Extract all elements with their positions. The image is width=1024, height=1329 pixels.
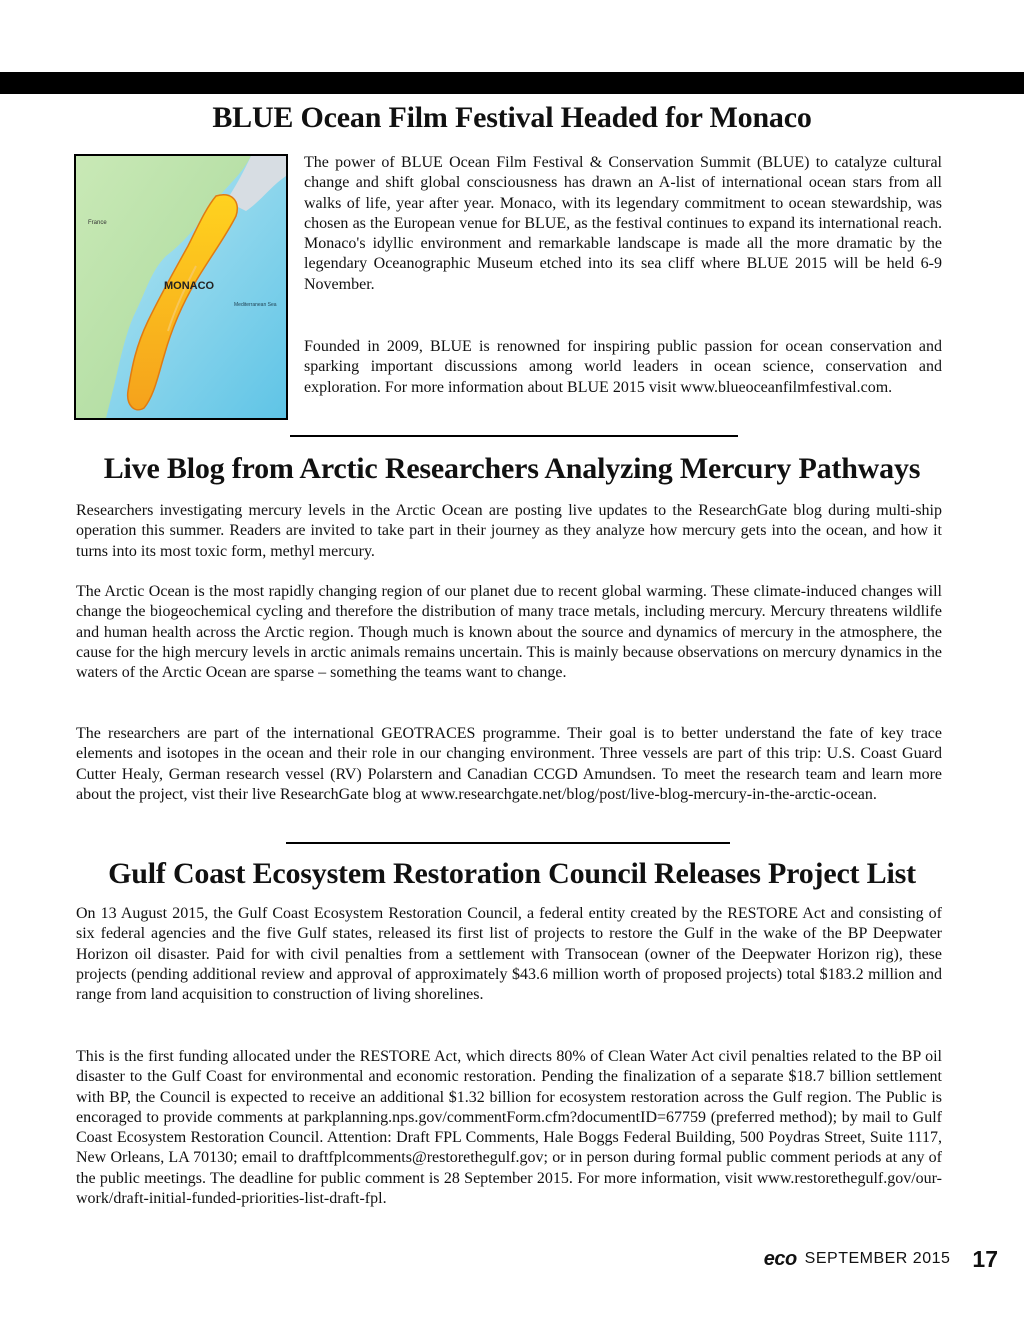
map-label-france: France bbox=[88, 220, 107, 226]
article-paragraph: The power of BLUE Ocean Film Festival & Conservation Summit (BLUE) to catalyze cultural change and shift global consciousness has drawn an A-list of international ocean stars from all walks of life, year after year. Monaco, with its legendary commitment to ocean stewardship, was chosen as the European venue for BLUE, as the festival continues to expand its international reach. Monaco's idyllic environment and remarkable landscape is made all the more dramatic by the legendary Oceanographic Museum etched into its sea cliff where BLUE 2015 will be held 6-9 November. bbox=[304, 154, 942, 293]
monaco-map-graphic bbox=[76, 156, 286, 418]
section-divider bbox=[290, 435, 738, 437]
article-title-blue: BLUE Ocean Film Festival Headed for Monaco bbox=[212, 101, 812, 134]
map-label-sea: Mediterranean Sea bbox=[234, 302, 277, 308]
article-paragraph: The researchers are part of the international GEOTRACES programme. Their goal is to better understand the fate of key trace elements and isotopes in the ocean and their role in our changing environment. Three vessels are part of this trip: U.S. Coast Guard Cutter Healy, German research vessel (RV) Polarstern and Canadian CCGD Amundsen. To meet the research team and learn more about the project, vist their live ResearchGate blog at www.researchgate.net/blog/post/live-blog-mercury-in-the-arctic-ocean. bbox=[76, 725, 942, 803]
header-bar bbox=[0, 72, 1024, 94]
article-paragraph: On 13 August 2015, the Gulf Coast Ecosystem Restoration Council, a federal entity created by the RESTORE Act and consisting of six federal agencies and the five Gulf states, released its first list of projects to restore the Gulf in the wake of the BP Deepwater Horizon oil disaster. Paid for with civil penalties from a settlement with Transocean (owner of the Deepwater Horizon rig), these projects (pending additional review and approval of approximately $43.6 million worth of proposed projects) total $183.2 million and range from land acquisition to construction of living shorelines. bbox=[76, 905, 942, 1004]
article-paragraph: Founded in 2009, BLUE is renowned for inspiring public passion for ocean conservation and sparking important discussions among world leaders in ocean science, conservation and exploration. For more information about BLUE 2015 visit www.blueoceanfilmfestival.com. bbox=[304, 338, 942, 396]
page-footer bbox=[764, 1244, 998, 1274]
section-divider bbox=[286, 842, 730, 844]
article-paragraph: This is the first funding allocated under the RESTORE Act, which directs 80% of Clean Water Act civil penalties related to the BP oil disaster to the Gulf Coast for environmental and economic restoration. Pending the finalization of a separate $18.7 billion settlement with BP, the Council is expected to receive an additional $1.32 billion for ecosystem restoration across the Gulf region. The Public is encoraged to provide comments at parkplanning.nps.gov/commentForm.cfm?documentID=67759 (preferred method); by mail to Gulf Coast Ecosystem Restoration Council. Attention: Draft FPL Comments, Hale Boggs Federal Building, 500 Poydras Street, Suite 1117, New Orleans, LA 70130; email to draftfplcomments@restorethegulf.gov; or in person during formal public comment periods at any of the public meetings. The deadline for public comment is 28 September 2015. For more information, visit www.restorethegulf.gov/our-work/draft-initial-funded-priorities-list-draft-fpl. bbox=[76, 1048, 942, 1208]
magazine-logo: eco bbox=[763, 1247, 797, 1270]
article-title-gulf: Gulf Coast Ecosystem Restoration Council Releases Project List bbox=[108, 857, 916, 890]
issue-date: SEPTEMBER 2015 bbox=[804, 1250, 951, 1267]
article-title-arctic: Live Blog from Arctic Researchers Analyzing Mercury Pathways bbox=[103, 452, 921, 485]
article-paragraph: The Arctic Ocean is the most rapidly changing region of our planet due to recent global warming. These climate-induced changes will change the biogeochemical cycling and therefore the distribution of many trace metals, including mercury. Mercury threatens wildlife and human health across the Arctic region. Though much is known about the source and dynamics of mercury in the atmosphere, the cause for the high mercury levels in arctic animals remains uncertain. This is mainly because observations on mercury dynamics in the waters of the Arctic Ocean are sparse – something the teams want to change. bbox=[76, 583, 942, 682]
article-paragraph: Researchers investigating mercury levels in the Arctic Ocean are posting live updates to the ResearchGate blog during multi-ship operation this summer. Readers are invited to take part in their journey as they analyze how mercury gets into the ocean, and how it turns into its most toxic form, methyl mercury. bbox=[76, 502, 942, 560]
page-number: 17 bbox=[972, 1245, 998, 1272]
map-label-monaco: MONACO bbox=[164, 280, 215, 292]
monaco-map-image bbox=[74, 154, 288, 420]
